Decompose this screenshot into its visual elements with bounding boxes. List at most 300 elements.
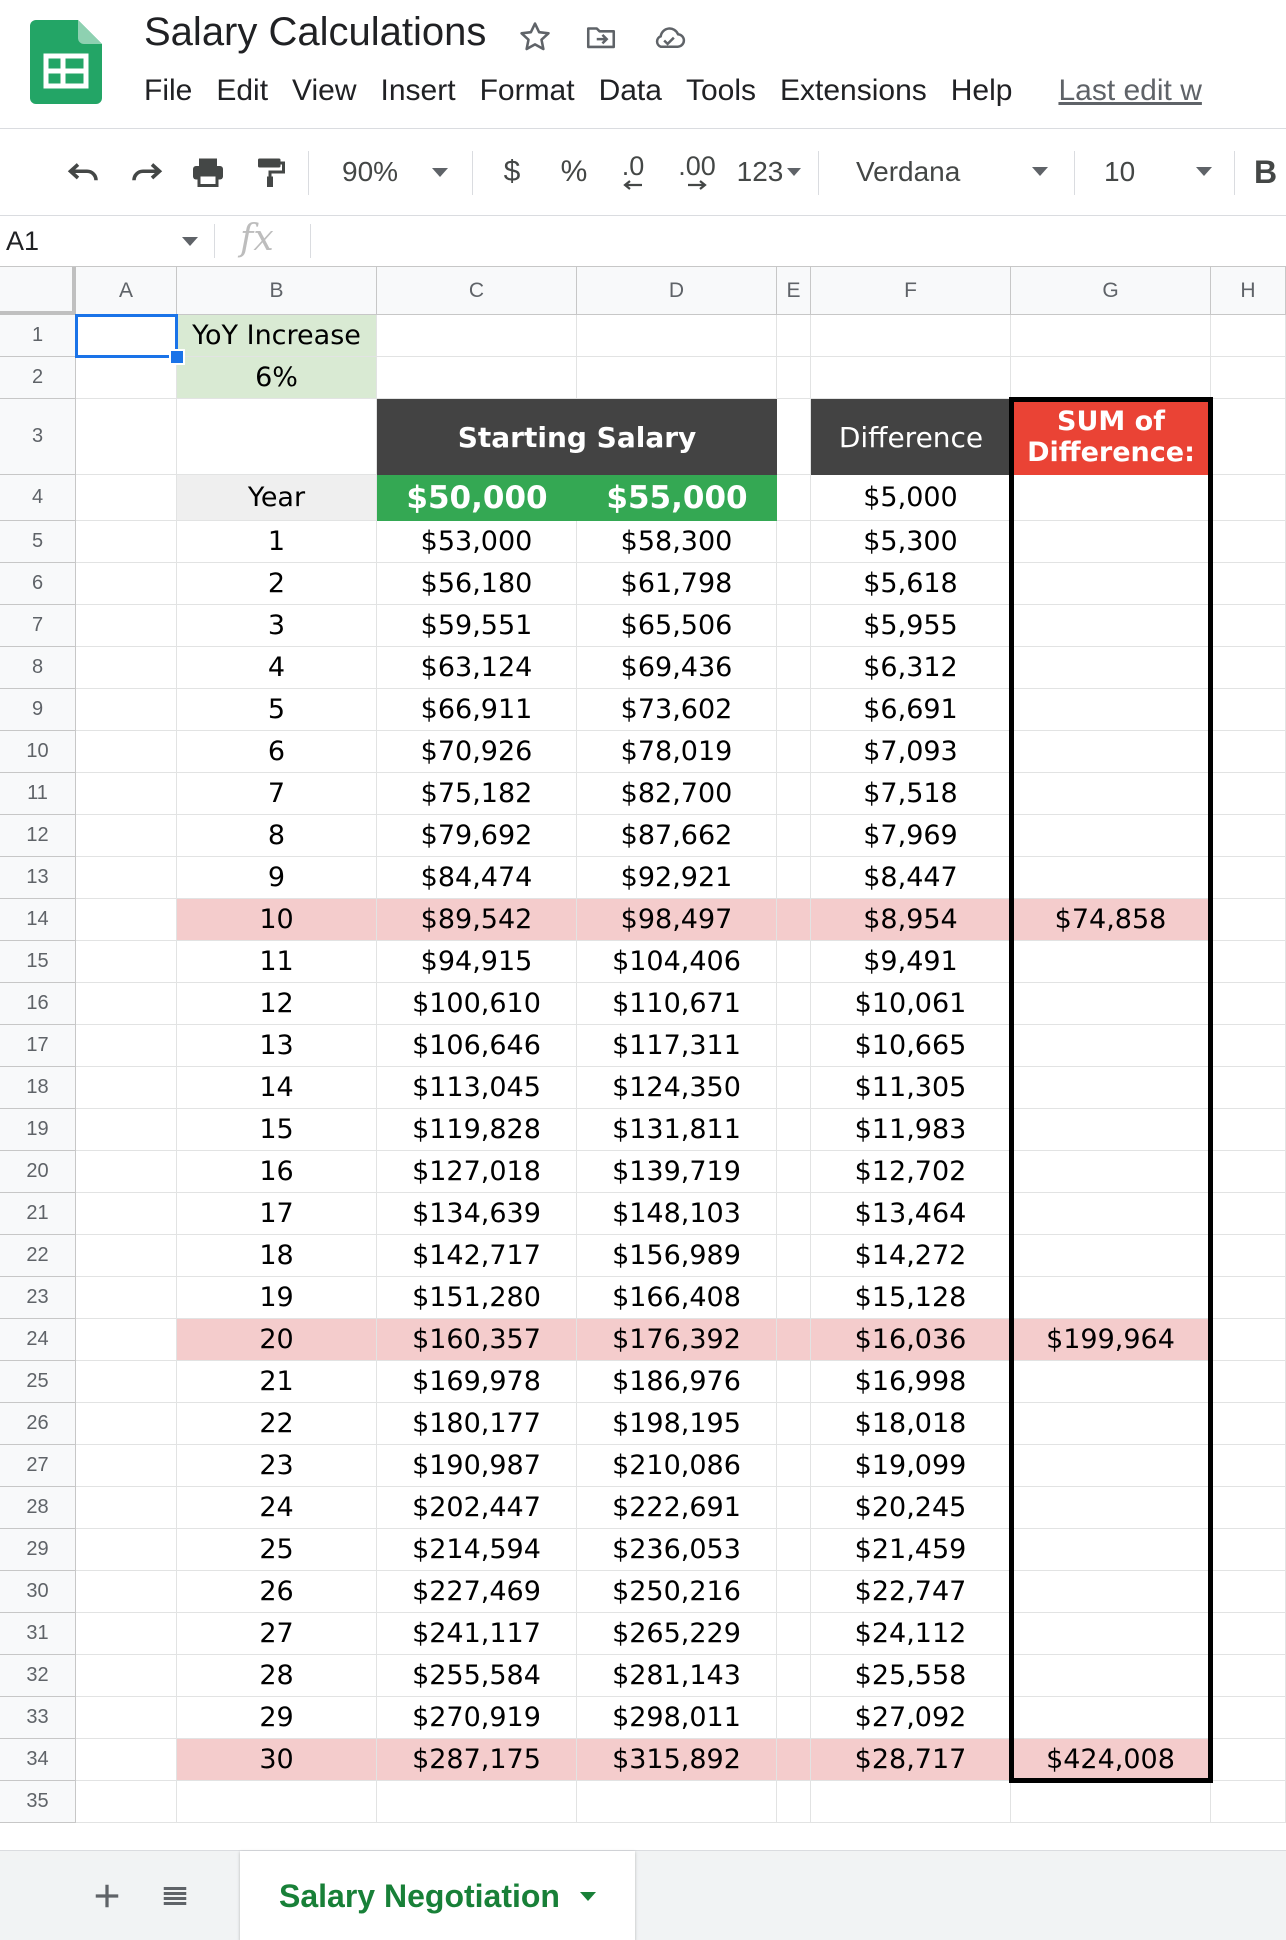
redo-icon[interactable] [122, 145, 170, 199]
cell[interactable] [1211, 899, 1286, 941]
difference-cell[interactable]: $21,459 [811, 1529, 1011, 1571]
row-header-32[interactable]: 32 [0, 1655, 76, 1697]
year-cell[interactable]: 2 [177, 563, 377, 605]
cell[interactable] [1211, 399, 1286, 475]
year-cell[interactable]: 26 [177, 1571, 377, 1613]
salary-b-cell[interactable]: $117,311 [577, 1025, 777, 1067]
cell[interactable] [177, 1781, 377, 1823]
cell[interactable] [1211, 857, 1286, 899]
cell[interactable] [76, 983, 177, 1025]
spacer-cell[interactable] [777, 899, 811, 941]
difference-cell[interactable]: $16,998 [811, 1361, 1011, 1403]
difference-cell[interactable]: $28,717 [811, 1739, 1011, 1781]
year-cell[interactable]: 1 [177, 521, 377, 563]
cell[interactable] [1011, 357, 1211, 399]
cell[interactable] [1211, 1025, 1286, 1067]
cell[interactable] [76, 1529, 177, 1571]
cell[interactable] [1211, 773, 1286, 815]
cell[interactable] [1011, 521, 1211, 563]
salary-a-cell[interactable]: $214,594 [377, 1529, 577, 1571]
cell[interactable] [777, 815, 811, 857]
cell[interactable] [76, 399, 177, 475]
year-cell[interactable]: 25 [177, 1529, 377, 1571]
fill-handle[interactable] [169, 349, 185, 365]
year-cell[interactable]: 9 [177, 857, 377, 899]
salary-b-cell[interactable]: $236,053 [577, 1529, 777, 1571]
column-header-c[interactable]: C [377, 267, 577, 315]
cell[interactable] [1011, 647, 1211, 689]
cell[interactable] [76, 1697, 177, 1739]
cell[interactable] [1011, 1655, 1211, 1697]
decrease-decimal-button[interactable]: .0 [608, 145, 658, 199]
row-header-34[interactable]: 34 [0, 1739, 76, 1781]
cell[interactable] [1011, 1613, 1211, 1655]
salary-a-cell[interactable]: $106,646 [377, 1025, 577, 1067]
year-cell[interactable]: 29 [177, 1697, 377, 1739]
year-cell[interactable]: 23 [177, 1445, 377, 1487]
year-cell[interactable]: 6 [177, 731, 377, 773]
salary-b-cell[interactable]: $69,436 [577, 647, 777, 689]
cell[interactable] [1011, 1571, 1211, 1613]
cell[interactable] [76, 1067, 177, 1109]
cell[interactable] [577, 1781, 777, 1823]
cell[interactable] [1011, 1487, 1211, 1529]
cell[interactable] [777, 1235, 811, 1277]
salary-a-cell[interactable]: $75,182 [377, 773, 577, 815]
sheet-tab-salary-negotiation[interactable] [240, 1851, 635, 1940]
cell[interactable] [1211, 1403, 1286, 1445]
salary-b-cell[interactable]: $176,392 [577, 1319, 777, 1361]
salary-b-cell[interactable]: $98,497 [577, 899, 777, 941]
cell[interactable] [1011, 983, 1211, 1025]
year-cell[interactable]: 10 [177, 899, 377, 941]
cloud-status-icon[interactable] [646, 14, 692, 60]
difference-cell[interactable]: $20,245 [811, 1487, 1011, 1529]
year-cell[interactable]: 8 [177, 815, 377, 857]
cell[interactable] [777, 1571, 811, 1613]
year-header-cell[interactable]: Year [177, 475, 377, 521]
cell[interactable] [377, 315, 577, 357]
salary-b-cell[interactable]: $186,976 [577, 1361, 777, 1403]
year-cell[interactable]: 7 [177, 773, 377, 815]
salary-b-cell[interactable]: $92,921 [577, 857, 777, 899]
cell[interactable] [76, 1655, 177, 1697]
spacer-cell[interactable] [777, 1739, 811, 1781]
year-cell[interactable]: 28 [177, 1655, 377, 1697]
year-cell[interactable]: 4 [177, 647, 377, 689]
cell[interactable] [777, 773, 811, 815]
difference-cell[interactable]: $16,036 [811, 1319, 1011, 1361]
row-header-12[interactable]: 12 [0, 815, 76, 857]
year-cell[interactable]: 27 [177, 1613, 377, 1655]
salary-b-cell[interactable]: $124,350 [577, 1067, 777, 1109]
font-size-select[interactable]: 10 [1090, 145, 1220, 199]
salary-a-cell[interactable]: $119,828 [377, 1109, 577, 1151]
cell[interactable] [777, 1613, 811, 1655]
column-header-g[interactable]: G [1011, 267, 1211, 315]
cell[interactable] [76, 731, 177, 773]
salary-a-cell[interactable]: $113,045 [377, 1067, 577, 1109]
cell[interactable] [811, 1781, 1011, 1823]
cell[interactable] [777, 521, 811, 563]
cell[interactable] [777, 1781, 811, 1823]
cell[interactable] [777, 857, 811, 899]
row-header-13[interactable]: 13 [0, 857, 76, 899]
row-header-9[interactable]: 9 [0, 689, 76, 731]
row-header-17[interactable]: 17 [0, 1025, 76, 1067]
cell[interactable] [777, 1277, 811, 1319]
cell[interactable] [777, 1025, 811, 1067]
last-edit-link[interactable]: Last edit w [1058, 74, 1202, 107]
cell[interactable] [1011, 563, 1211, 605]
cell[interactable] [1011, 605, 1211, 647]
starting-salary-header[interactable]: Starting Salary [377, 399, 777, 475]
salary-a-cell[interactable]: $151,280 [377, 1277, 577, 1319]
cell[interactable] [1211, 1151, 1286, 1193]
difference-cell[interactable]: $10,665 [811, 1025, 1011, 1067]
sum-of-difference-cell[interactable]: $199,964 [1011, 1319, 1211, 1361]
salary-a-cell[interactable]: $160,357 [377, 1319, 577, 1361]
row-header-5[interactable]: 5 [0, 521, 76, 563]
name-box[interactable] [0, 216, 206, 266]
document-title[interactable]: Salary Calculations [144, 10, 487, 54]
row-header-3[interactable]: 3 [0, 399, 76, 475]
year-cell[interactable]: 16 [177, 1151, 377, 1193]
difference-cell[interactable]: $19,099 [811, 1445, 1011, 1487]
cell[interactable] [76, 1613, 177, 1655]
cell[interactable] [1011, 941, 1211, 983]
cell[interactable] [811, 357, 1011, 399]
difference-header[interactable]: Difference [811, 399, 1011, 475]
difference-cell[interactable]: $25,558 [811, 1655, 1011, 1697]
cell[interactable] [1211, 1781, 1286, 1823]
cell[interactable] [1211, 689, 1286, 731]
column-header-e[interactable]: E [777, 267, 811, 315]
row-header-22[interactable]: 22 [0, 1235, 76, 1277]
cell[interactable] [777, 399, 811, 475]
cell[interactable] [777, 357, 811, 399]
row-header-15[interactable]: 15 [0, 941, 76, 983]
cell[interactable] [777, 315, 811, 357]
row-header-8[interactable]: 8 [0, 647, 76, 689]
cell[interactable] [76, 1781, 177, 1823]
year-cell[interactable]: 30 [177, 1739, 377, 1781]
salary-b-cell[interactable]: $139,719 [577, 1151, 777, 1193]
cell[interactable] [1011, 1529, 1211, 1571]
cell[interactable] [76, 1319, 177, 1361]
year-cell[interactable]: 17 [177, 1193, 377, 1235]
cell[interactable] [1211, 941, 1286, 983]
salary-b-cell[interactable]: $104,406 [577, 941, 777, 983]
row-header-10[interactable]: 10 [0, 731, 76, 773]
list-icon[interactable] [150, 1871, 200, 1921]
cell[interactable] [1011, 857, 1211, 899]
difference-cell[interactable]: $27,092 [811, 1697, 1011, 1739]
cell[interactable] [177, 399, 377, 475]
starting-salary-a-cell[interactable]: $50,000 [377, 475, 577, 521]
row-header-26[interactable]: 26 [0, 1403, 76, 1445]
cell[interactable] [1011, 1067, 1211, 1109]
cell[interactable] [1211, 475, 1286, 521]
difference-cell[interactable]: $5,300 [811, 521, 1011, 563]
column-header-b[interactable]: B [177, 267, 377, 315]
cell[interactable] [1211, 1655, 1286, 1697]
cell[interactable] [1011, 1277, 1211, 1319]
difference-cell[interactable]: $11,305 [811, 1067, 1011, 1109]
menu-view[interactable]: View [292, 74, 357, 107]
salary-a-cell[interactable]: $270,919 [377, 1697, 577, 1739]
menu-extensions[interactable]: Extensions [780, 74, 927, 107]
cell[interactable] [76, 815, 177, 857]
salary-a-cell[interactable]: $70,926 [377, 731, 577, 773]
cell[interactable] [76, 605, 177, 647]
cell[interactable] [1011, 1193, 1211, 1235]
sum-of-difference-cell[interactable]: $74,858 [1011, 899, 1211, 941]
cell[interactable] [1211, 1277, 1286, 1319]
difference-cell[interactable]: $6,691 [811, 689, 1011, 731]
cell[interactable] [1011, 773, 1211, 815]
menu-format[interactable]: Format [479, 74, 575, 107]
row-header-11[interactable]: 11 [0, 773, 76, 815]
difference-cell[interactable]: $11,983 [811, 1109, 1011, 1151]
cell[interactable] [76, 647, 177, 689]
cell[interactable] [76, 689, 177, 731]
salary-a-cell[interactable]: $66,911 [377, 689, 577, 731]
cell[interactable] [1211, 1697, 1286, 1739]
difference-cell[interactable]: $6,312 [811, 647, 1011, 689]
row-header-20[interactable]: 20 [0, 1151, 76, 1193]
difference-cell[interactable]: $13,464 [811, 1193, 1011, 1235]
cell[interactable] [76, 1109, 177, 1151]
cell[interactable] [1211, 1613, 1286, 1655]
yoy-label-cell[interactable]: YoY Increase [177, 315, 377, 357]
salary-b-cell[interactable]: $78,019 [577, 731, 777, 773]
column-header-d[interactable]: D [577, 267, 777, 315]
cell[interactable] [76, 1739, 177, 1781]
cell[interactable] [76, 521, 177, 563]
year-cell[interactable]: 13 [177, 1025, 377, 1067]
salary-b-cell[interactable]: $58,300 [577, 521, 777, 563]
salary-a-cell[interactable]: $100,610 [377, 983, 577, 1025]
cell[interactable] [1211, 357, 1286, 399]
difference-cell[interactable]: $8,954 [811, 899, 1011, 941]
cell[interactable] [1011, 1235, 1211, 1277]
cell[interactable] [777, 731, 811, 773]
cell[interactable] [777, 941, 811, 983]
year-cell[interactable]: 18 [177, 1235, 377, 1277]
salary-b-cell[interactable]: $281,143 [577, 1655, 777, 1697]
difference-cell[interactable]: $24,112 [811, 1613, 1011, 1655]
cell[interactable] [1211, 1235, 1286, 1277]
salary-b-cell[interactable]: $210,086 [577, 1445, 777, 1487]
difference-cell[interactable]: $10,061 [811, 983, 1011, 1025]
salary-b-cell[interactable]: $65,506 [577, 605, 777, 647]
yoy-value-cell[interactable]: 6% [177, 357, 377, 399]
difference-cell[interactable]: $9,491 [811, 941, 1011, 983]
formula-input[interactable] [320, 216, 1280, 266]
salary-b-cell[interactable]: $315,892 [577, 1739, 777, 1781]
row-header-21[interactable]: 21 [0, 1193, 76, 1235]
row-header-23[interactable]: 23 [0, 1277, 76, 1319]
cell[interactable] [76, 1151, 177, 1193]
cell[interactable] [1211, 1529, 1286, 1571]
column-header-f[interactable]: F [811, 267, 1011, 315]
cell[interactable] [777, 1445, 811, 1487]
salary-b-cell[interactable]: $298,011 [577, 1697, 777, 1739]
cell[interactable] [811, 315, 1011, 357]
menu-insert[interactable]: Insert [380, 74, 456, 107]
cell[interactable] [1211, 1739, 1286, 1781]
salary-a-cell[interactable]: $190,987 [377, 1445, 577, 1487]
cell[interactable] [76, 1277, 177, 1319]
cell[interactable] [1211, 1319, 1286, 1361]
difference-cell[interactable]: $7,093 [811, 731, 1011, 773]
cell[interactable] [76, 857, 177, 899]
cell[interactable] [1211, 1193, 1286, 1235]
zoom-select[interactable] [322, 145, 462, 199]
bold-button[interactable]: B [1254, 153, 1278, 190]
salary-b-cell[interactable]: $250,216 [577, 1571, 777, 1613]
year-cell[interactable]: 21 [177, 1361, 377, 1403]
cell[interactable] [76, 1235, 177, 1277]
cell[interactable] [777, 1109, 811, 1151]
cell[interactable] [76, 1571, 177, 1613]
cell[interactable] [1011, 315, 1211, 357]
cell[interactable] [777, 1487, 811, 1529]
active-cell-selection[interactable] [75, 314, 178, 358]
salary-a-cell[interactable]: $180,177 [377, 1403, 577, 1445]
cell[interactable] [777, 647, 811, 689]
year-cell[interactable]: 24 [177, 1487, 377, 1529]
starting-difference-cell[interactable]: $5,000 [811, 475, 1011, 521]
salary-a-cell[interactable]: $79,692 [377, 815, 577, 857]
select-all-corner[interactable] [0, 267, 76, 315]
year-cell[interactable]: 11 [177, 941, 377, 983]
salary-a-cell[interactable]: $227,469 [377, 1571, 577, 1613]
year-cell[interactable]: 15 [177, 1109, 377, 1151]
starting-salary-b-cell[interactable]: $55,000 [577, 475, 777, 521]
salary-b-cell[interactable]: $73,602 [577, 689, 777, 731]
cell[interactable] [1211, 1067, 1286, 1109]
salary-a-cell[interactable]: $202,447 [377, 1487, 577, 1529]
salary-b-cell[interactable]: $131,811 [577, 1109, 777, 1151]
difference-cell[interactable]: $7,518 [811, 773, 1011, 815]
cell[interactable] [76, 1445, 177, 1487]
difference-cell[interactable]: $18,018 [811, 1403, 1011, 1445]
cell[interactable] [777, 1067, 811, 1109]
cell[interactable] [777, 1655, 811, 1697]
difference-cell[interactable]: $5,955 [811, 605, 1011, 647]
currency-format-button[interactable]: $ [503, 155, 521, 188]
menu-help[interactable]: Help [950, 74, 1013, 107]
plus-icon[interactable] [82, 1871, 132, 1921]
row-header-1[interactable]: 1 [0, 315, 76, 357]
undo-icon[interactable] [60, 145, 108, 199]
row-header-16[interactable]: 16 [0, 983, 76, 1025]
cell[interactable] [1211, 1109, 1286, 1151]
cell[interactable] [76, 899, 177, 941]
row-header-25[interactable]: 25 [0, 1361, 76, 1403]
year-cell[interactable]: 19 [177, 1277, 377, 1319]
column-header-h[interactable]: H [1211, 267, 1286, 315]
percent-format-button[interactable]: % [560, 155, 588, 188]
row-header-24[interactable]: 24 [0, 1319, 76, 1361]
cell[interactable] [1011, 1445, 1211, 1487]
cell[interactable] [577, 315, 777, 357]
cell[interactable] [1211, 315, 1286, 357]
row-header-27[interactable]: 27 [0, 1445, 76, 1487]
row-header-4[interactable]: 4 [0, 475, 76, 521]
cell[interactable] [377, 1781, 577, 1823]
year-cell[interactable]: 3 [177, 605, 377, 647]
cell[interactable] [76, 1025, 177, 1067]
row-header-29[interactable]: 29 [0, 1529, 76, 1571]
menu-data[interactable]: Data [598, 74, 662, 107]
cell[interactable] [777, 1151, 811, 1193]
cell[interactable] [377, 357, 577, 399]
year-cell[interactable]: 20 [177, 1319, 377, 1361]
salary-b-cell[interactable]: $156,989 [577, 1235, 777, 1277]
cell[interactable] [1011, 1025, 1211, 1067]
salary-b-cell[interactable]: $198,195 [577, 1403, 777, 1445]
year-cell[interactable]: 22 [177, 1403, 377, 1445]
cell[interactable] [777, 563, 811, 605]
cell[interactable] [1211, 1361, 1286, 1403]
cell[interactable] [1211, 983, 1286, 1025]
salary-a-cell[interactable]: $84,474 [377, 857, 577, 899]
cell[interactable] [76, 475, 177, 521]
row-header-14[interactable]: 14 [0, 899, 76, 941]
column-header-a[interactable]: A [76, 267, 177, 315]
cell[interactable] [777, 1529, 811, 1571]
cell[interactable] [1011, 1781, 1211, 1823]
cell[interactable] [1011, 815, 1211, 857]
sum-of-difference-cell[interactable]: $424,008 [1011, 1739, 1211, 1781]
cell[interactable] [1211, 1445, 1286, 1487]
salary-b-cell[interactable]: $110,671 [577, 983, 777, 1025]
cell[interactable] [1211, 605, 1286, 647]
salary-a-cell[interactable]: $127,018 [377, 1151, 577, 1193]
salary-b-cell[interactable]: $222,691 [577, 1487, 777, 1529]
cell[interactable] [1011, 731, 1211, 773]
salary-a-cell[interactable]: $255,584 [377, 1655, 577, 1697]
cell[interactable] [76, 563, 177, 605]
row-header-2[interactable]: 2 [0, 357, 76, 399]
cell[interactable] [1011, 1697, 1211, 1739]
spacer-cell[interactable] [777, 1319, 811, 1361]
difference-cell[interactable]: $7,969 [811, 815, 1011, 857]
cell[interactable] [1211, 1571, 1286, 1613]
menu-tools[interactable]: Tools [685, 74, 756, 107]
difference-cell[interactable]: $8,447 [811, 857, 1011, 899]
cell[interactable] [76, 773, 177, 815]
salary-a-cell[interactable]: $169,978 [377, 1361, 577, 1403]
salary-a-cell[interactable]: $241,117 [377, 1613, 577, 1655]
cell[interactable] [777, 1193, 811, 1235]
row-header-28[interactable]: 28 [0, 1487, 76, 1529]
sum-of-difference-header[interactable] [1011, 399, 1211, 475]
salary-a-cell[interactable]: $89,542 [377, 899, 577, 941]
cell[interactable] [76, 357, 177, 399]
cell[interactable] [76, 1487, 177, 1529]
google-sheets-logo-icon[interactable] [30, 20, 102, 104]
font-family-select[interactable]: Verdana [836, 145, 1066, 199]
cell[interactable] [1211, 521, 1286, 563]
year-cell[interactable]: 14 [177, 1067, 377, 1109]
cell[interactable] [777, 689, 811, 731]
salary-a-cell[interactable]: $94,915 [377, 941, 577, 983]
row-header-35[interactable]: 35 [0, 1781, 76, 1823]
